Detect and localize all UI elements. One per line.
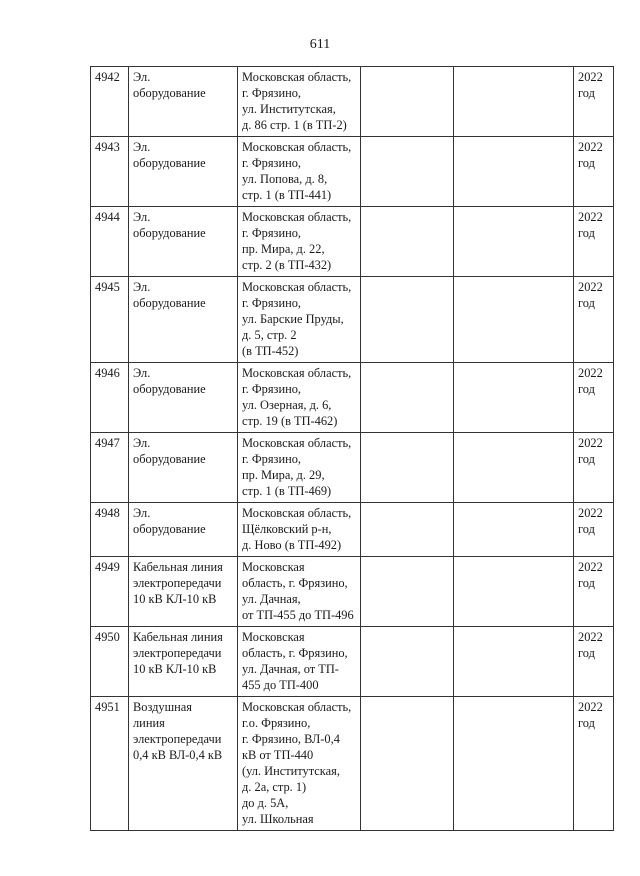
empty-cell — [361, 207, 454, 277]
object-address: Московская область, г. Фрязино, ул. Дачная, от ТП-455 до ТП-496 — [238, 557, 361, 627]
row-number: 4942 — [91, 67, 129, 137]
object-address: Московская область, г. Фрязино, ул. Озерная, д. 6, стр. 19 (в ТП-462) — [238, 363, 361, 433]
empty-cell — [454, 137, 574, 207]
empty-cell — [454, 207, 574, 277]
object-name: Эл. оборудование — [129, 503, 238, 557]
object-name: Кабельная линия электропередачи 10 кВ КЛ-10 кВ — [129, 627, 238, 697]
table-row — [91, 277, 614, 363]
empty-cell — [361, 503, 454, 557]
object-address: Московская область, г. Фрязино, ул. Дачная, от ТП- 455 до ТП-400 — [238, 627, 361, 697]
object-address: Московская область, г. Фрязино, ул. Институтская, д. 86 стр. 1 (в ТП-2) — [238, 67, 361, 137]
year-cell: 2022 год — [574, 627, 614, 697]
empty-cell — [361, 697, 454, 831]
year-cell: 2022 год — [574, 697, 614, 831]
empty-cell — [361, 363, 454, 433]
object-name: Эл. оборудование — [129, 277, 238, 363]
table-row — [91, 207, 614, 277]
empty-cell — [454, 503, 574, 557]
row-number: 4949 — [91, 557, 129, 627]
table-row — [91, 137, 614, 207]
object-name: Эл. оборудование — [129, 207, 238, 277]
row-number: 4947 — [91, 433, 129, 503]
object-name: Эл. оборудование — [129, 137, 238, 207]
year-cell: 2022 год — [574, 557, 614, 627]
object-address: Московская область, г. Фрязино, ул. Попова, д. 8, стр. 1 (в ТП-441) — [238, 137, 361, 207]
year-cell: 2022 год — [574, 363, 614, 433]
table-row — [91, 557, 614, 627]
year-cell: 2022 год — [574, 433, 614, 503]
row-number: 4946 — [91, 363, 129, 433]
object-name: Эл. оборудование — [129, 363, 238, 433]
object-name: Эл. оборудование — [129, 433, 238, 503]
table-row — [91, 697, 614, 831]
row-number: 4950 — [91, 627, 129, 697]
table-row — [91, 67, 614, 137]
object-address: Московская область, г. Фрязино, ул. Барские Пруды, д. 5, стр. 2 (в ТП-452) — [238, 277, 361, 363]
year-cell: 2022 год — [574, 137, 614, 207]
table-row — [91, 627, 614, 697]
table-row — [91, 433, 614, 503]
row-number: 4951 — [91, 697, 129, 831]
empty-cell — [361, 277, 454, 363]
table-row — [91, 503, 614, 557]
empty-cell — [361, 137, 454, 207]
empty-cell — [454, 67, 574, 137]
empty-cell — [361, 67, 454, 137]
empty-cell — [361, 433, 454, 503]
row-number: 4948 — [91, 503, 129, 557]
object-address: Московская область, Щёлковский р-н, д. Ново (в ТП-492) — [238, 503, 361, 557]
year-cell: 2022 год — [574, 503, 614, 557]
object-name: Воздушная линия электропередачи 0,4 кВ ВЛ-0,4 кВ — [129, 697, 238, 831]
year-cell: 2022 год — [574, 207, 614, 277]
object-name: Эл. оборудование — [129, 67, 238, 137]
registry-table — [90, 66, 614, 831]
row-number: 4943 — [91, 137, 129, 207]
empty-cell — [454, 363, 574, 433]
registry-table-body — [91, 67, 614, 831]
object-address: Московская область, г. Фрязино, пр. Мира, д. 22, стр. 2 (в ТП-432) — [238, 207, 361, 277]
empty-cell — [454, 433, 574, 503]
empty-cell — [361, 627, 454, 697]
object-address: Московская область, г.о. Фрязино, г. Фрязино, ВЛ-0,4 кВ от ТП-440 (ул. Институтская, д. 2а, стр. 1) до д. 5А, ул. Школьная — [238, 697, 361, 831]
page-number: 611 — [309, 37, 331, 52]
row-number: 4944 — [91, 207, 129, 277]
row-number: 4945 — [91, 277, 129, 363]
empty-cell — [454, 277, 574, 363]
year-cell: 2022 год — [574, 277, 614, 363]
empty-cell — [454, 697, 574, 831]
empty-cell — [454, 557, 574, 627]
table-row — [91, 363, 614, 433]
object-name: Кабельная линия электропередачи 10 кВ КЛ-10 кВ — [129, 557, 238, 627]
year-cell: 2022 год — [574, 67, 614, 137]
empty-cell — [361, 557, 454, 627]
empty-cell — [454, 627, 574, 697]
object-address: Московская область, г. Фрязино, пр. Мира, д. 29, стр. 1 (в ТП-469) — [238, 433, 361, 503]
